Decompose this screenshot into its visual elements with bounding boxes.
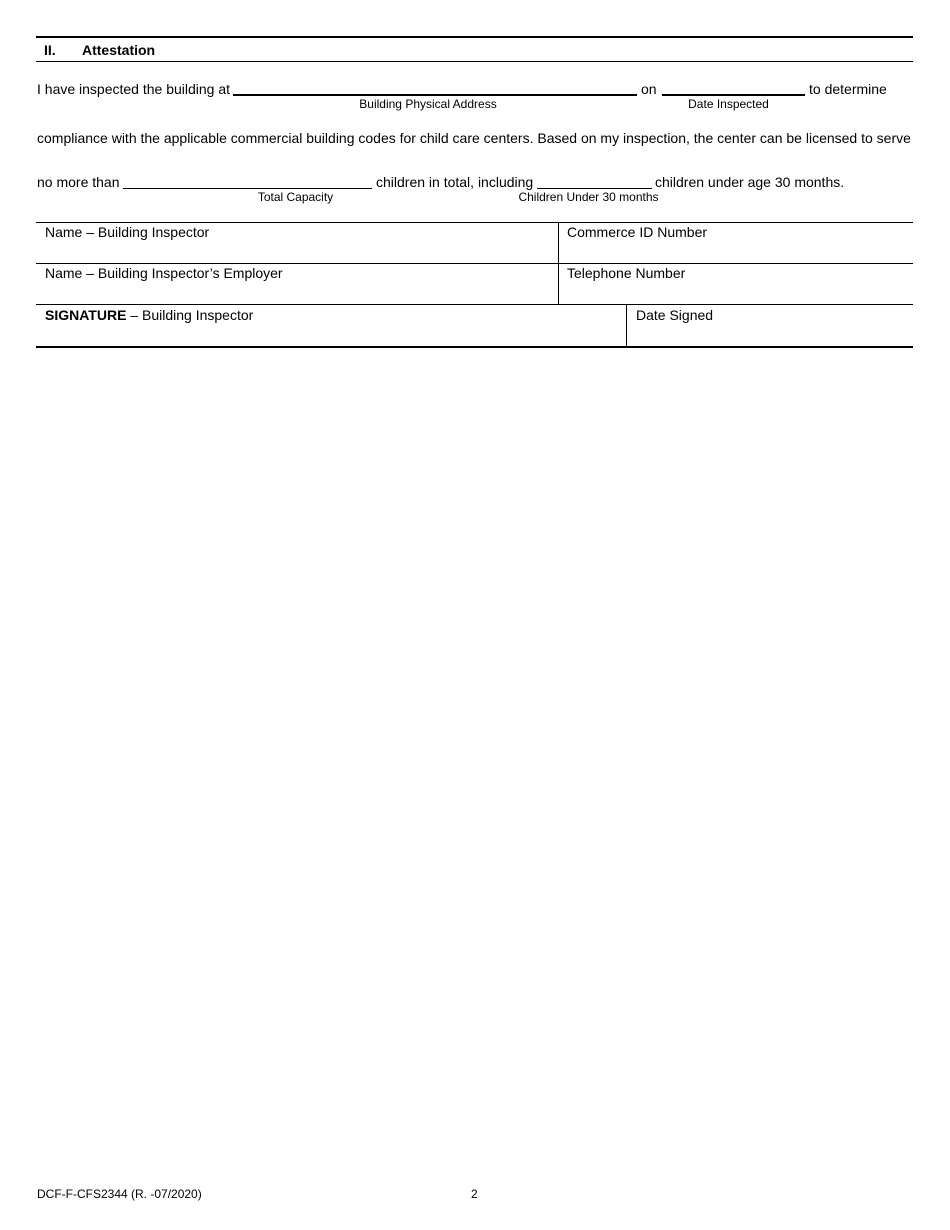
- signature-label-rest: – Building Inspector: [126, 307, 254, 323]
- statement-line3-prefix: no more than: [37, 174, 120, 190]
- employer-name-label: Name – Building Inspector’s Employer: [45, 265, 283, 281]
- inspector-name-cell[interactable]: [36, 223, 558, 263]
- statement-line1-suffix: to determine: [809, 81, 887, 97]
- signature-label: [45, 307, 253, 323]
- statement-line3-mid: children in total, including: [376, 174, 534, 190]
- section-number: II.: [44, 42, 56, 58]
- heading-top-rule: [36, 36, 913, 38]
- form-id: DCF-F-CFS2344 (R. -07/2020): [37, 1187, 202, 1201]
- page-number: 2: [471, 1187, 478, 1201]
- commerce-id-label: Commerce ID Number: [567, 224, 708, 240]
- statement-line2: compliance with the applicable commercial building codes for child care centers. Based on my inspection, the center can be licensed to serve: [37, 130, 911, 146]
- children-under-30-field[interactable]: [537, 188, 652, 189]
- statement-line1-prefix: I have inspected the building at: [37, 81, 231, 97]
- employer-name-cell[interactable]: [36, 264, 558, 304]
- building-address-caption: Building Physical Address: [359, 97, 497, 111]
- total-capacity-caption: Total Capacity: [257, 190, 334, 204]
- date-signed-cell[interactable]: [627, 305, 913, 346]
- total-capacity-field[interactable]: [123, 188, 372, 189]
- statement-line1-on: on: [641, 81, 657, 97]
- signature-cell[interactable]: [36, 305, 626, 346]
- telephone-cell[interactable]: [559, 264, 913, 304]
- section-title: Attestation: [82, 42, 156, 58]
- inspector-name-label: Name – Building Inspector: [45, 224, 210, 240]
- date-signed-label: Date Signed: [636, 307, 714, 323]
- signature-label-bold: SIGNATURE: [45, 307, 127, 323]
- commerce-id-cell[interactable]: [559, 223, 913, 263]
- table-bottom-rule: [36, 346, 913, 348]
- date-inspected-field[interactable]: [662, 94, 805, 96]
- heading-bottom-rule: [36, 61, 913, 62]
- children-under-30-caption: Children Under 30 months: [518, 190, 659, 204]
- building-address-field[interactable]: [233, 94, 637, 96]
- telephone-label: Telephone Number: [567, 265, 686, 281]
- date-inspected-caption: Date Inspected: [688, 97, 769, 111]
- statement-line3-suffix: children under age 30 months.: [655, 174, 845, 190]
